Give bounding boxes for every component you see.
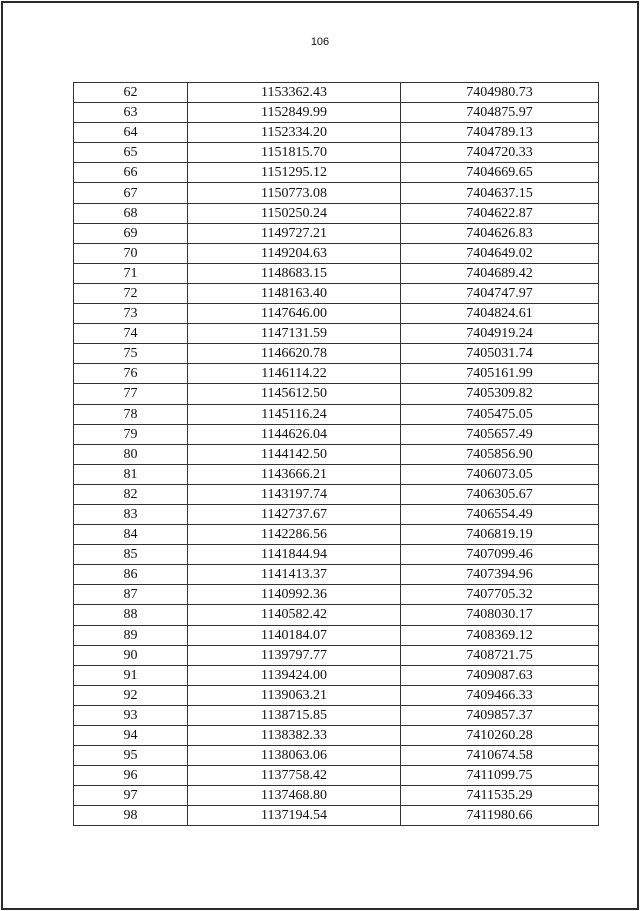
x-coordinate-cell: 1141413.37 bbox=[188, 565, 401, 585]
point-number-cell: 84 bbox=[74, 525, 188, 545]
point-number-cell: 95 bbox=[74, 746, 188, 766]
x-coordinate-cell: 1149727.21 bbox=[188, 223, 401, 243]
y-coordinate-cell: 7410260.28 bbox=[401, 726, 599, 746]
point-number-cell: 73 bbox=[74, 304, 188, 324]
x-coordinate-cell: 1137468.80 bbox=[188, 786, 401, 806]
x-coordinate-cell: 1149204.63 bbox=[188, 243, 401, 263]
table-row bbox=[74, 766, 599, 786]
table-row bbox=[74, 283, 599, 303]
x-coordinate-cell: 1144142.50 bbox=[188, 444, 401, 464]
x-coordinate-cell: 1151815.70 bbox=[188, 143, 401, 163]
table-row bbox=[74, 585, 599, 605]
point-number-cell: 70 bbox=[74, 243, 188, 263]
x-coordinate-cell: 1147646.00 bbox=[188, 304, 401, 324]
page-number: 106 bbox=[310, 36, 330, 48]
x-coordinate-cell: 1137194.54 bbox=[188, 806, 401, 826]
table-row bbox=[74, 364, 599, 384]
point-number-cell: 77 bbox=[74, 384, 188, 404]
point-number-cell: 86 bbox=[74, 565, 188, 585]
y-coordinate-cell: 7407394.96 bbox=[401, 565, 599, 585]
coordinates-table bbox=[73, 82, 599, 826]
point-number-cell: 93 bbox=[74, 705, 188, 725]
y-coordinate-cell: 7404789.13 bbox=[401, 123, 599, 143]
y-coordinate-cell: 7407099.46 bbox=[401, 545, 599, 565]
point-number-cell: 87 bbox=[74, 585, 188, 605]
y-coordinate-cell: 7405657.49 bbox=[401, 424, 599, 444]
y-coordinate-cell: 7406554.49 bbox=[401, 504, 599, 524]
point-number-cell: 90 bbox=[74, 645, 188, 665]
x-coordinate-cell: 1152849.99 bbox=[188, 103, 401, 123]
y-coordinate-cell: 7406305.67 bbox=[401, 484, 599, 504]
y-coordinate-cell: 7411535.29 bbox=[401, 786, 599, 806]
y-coordinate-cell: 7406819.19 bbox=[401, 525, 599, 545]
x-coordinate-cell: 1141844.94 bbox=[188, 545, 401, 565]
y-coordinate-cell: 7407705.32 bbox=[401, 585, 599, 605]
table-row bbox=[74, 525, 599, 545]
point-number-cell: 96 bbox=[74, 766, 188, 786]
point-number-cell: 66 bbox=[74, 163, 188, 183]
point-number-cell: 75 bbox=[74, 344, 188, 364]
table-row bbox=[74, 484, 599, 504]
point-number-cell: 88 bbox=[74, 605, 188, 625]
y-coordinate-cell: 7404637.15 bbox=[401, 183, 599, 203]
table-row bbox=[74, 605, 599, 625]
table-row bbox=[74, 203, 599, 223]
y-coordinate-cell: 7404626.83 bbox=[401, 223, 599, 243]
x-coordinate-cell: 1146620.78 bbox=[188, 344, 401, 364]
y-coordinate-cell: 7405161.99 bbox=[401, 364, 599, 384]
table-row bbox=[74, 324, 599, 344]
x-coordinate-cell: 1145612.50 bbox=[188, 384, 401, 404]
x-coordinate-cell: 1148683.15 bbox=[188, 263, 401, 283]
point-number-cell: 80 bbox=[74, 444, 188, 464]
table-row bbox=[74, 304, 599, 324]
table-row bbox=[74, 565, 599, 585]
x-coordinate-cell: 1140582.42 bbox=[188, 605, 401, 625]
table-row bbox=[74, 123, 599, 143]
point-number-cell: 62 bbox=[74, 83, 188, 103]
coordinates-table-body bbox=[74, 83, 599, 826]
table-row bbox=[74, 464, 599, 484]
table-row bbox=[74, 243, 599, 263]
x-coordinate-cell: 1140992.36 bbox=[188, 585, 401, 605]
table-row bbox=[74, 163, 599, 183]
point-number-cell: 85 bbox=[74, 545, 188, 565]
point-number-cell: 82 bbox=[74, 484, 188, 504]
x-coordinate-cell: 1153362.43 bbox=[188, 83, 401, 103]
table-row bbox=[74, 103, 599, 123]
y-coordinate-cell: 7404875.97 bbox=[401, 103, 599, 123]
x-coordinate-cell: 1138382.33 bbox=[188, 726, 401, 746]
y-coordinate-cell: 7411099.75 bbox=[401, 766, 599, 786]
table-row bbox=[74, 424, 599, 444]
y-coordinate-cell: 7410674.58 bbox=[401, 746, 599, 766]
x-coordinate-cell: 1143666.21 bbox=[188, 464, 401, 484]
table-row bbox=[74, 746, 599, 766]
table-row bbox=[74, 344, 599, 364]
y-coordinate-cell: 7411980.66 bbox=[401, 806, 599, 826]
point-number-cell: 76 bbox=[74, 364, 188, 384]
table-row bbox=[74, 384, 599, 404]
point-number-cell: 83 bbox=[74, 504, 188, 524]
x-coordinate-cell: 1150250.24 bbox=[188, 203, 401, 223]
x-coordinate-cell: 1146114.22 bbox=[188, 364, 401, 384]
table-row bbox=[74, 223, 599, 243]
y-coordinate-cell: 7404720.33 bbox=[401, 143, 599, 163]
x-coordinate-cell: 1144626.04 bbox=[188, 424, 401, 444]
y-coordinate-cell: 7405475.05 bbox=[401, 404, 599, 424]
point-number-cell: 79 bbox=[74, 424, 188, 444]
x-coordinate-cell: 1150773.08 bbox=[188, 183, 401, 203]
point-number-cell: 97 bbox=[74, 786, 188, 806]
y-coordinate-cell: 7406073.05 bbox=[401, 464, 599, 484]
x-coordinate-cell: 1140184.07 bbox=[188, 625, 401, 645]
point-number-cell: 64 bbox=[74, 123, 188, 143]
table-row bbox=[74, 263, 599, 283]
y-coordinate-cell: 7404669.65 bbox=[401, 163, 599, 183]
table-row bbox=[74, 404, 599, 424]
x-coordinate-cell: 1137758.42 bbox=[188, 766, 401, 786]
x-coordinate-cell: 1152334.20 bbox=[188, 123, 401, 143]
table-row bbox=[74, 665, 599, 685]
point-number-cell: 68 bbox=[74, 203, 188, 223]
x-coordinate-cell: 1142737.67 bbox=[188, 504, 401, 524]
table-row bbox=[74, 726, 599, 746]
table-row bbox=[74, 806, 599, 826]
x-coordinate-cell: 1139424.00 bbox=[188, 665, 401, 685]
y-coordinate-cell: 7404747.97 bbox=[401, 283, 599, 303]
x-coordinate-cell: 1143197.74 bbox=[188, 484, 401, 504]
y-coordinate-cell: 7404649.02 bbox=[401, 243, 599, 263]
y-coordinate-cell: 7405856.90 bbox=[401, 444, 599, 464]
point-number-cell: 74 bbox=[74, 324, 188, 344]
y-coordinate-cell: 7408369.12 bbox=[401, 625, 599, 645]
y-coordinate-cell: 7405309.82 bbox=[401, 384, 599, 404]
point-number-cell: 72 bbox=[74, 283, 188, 303]
y-coordinate-cell: 7404919.24 bbox=[401, 324, 599, 344]
point-number-cell: 92 bbox=[74, 685, 188, 705]
x-coordinate-cell: 1147131.59 bbox=[188, 324, 401, 344]
y-coordinate-cell: 7409466.33 bbox=[401, 685, 599, 705]
table-row bbox=[74, 705, 599, 725]
point-number-cell: 94 bbox=[74, 726, 188, 746]
x-coordinate-cell: 1145116.24 bbox=[188, 404, 401, 424]
y-coordinate-cell: 7404622.87 bbox=[401, 203, 599, 223]
table-row bbox=[74, 685, 599, 705]
table-row bbox=[74, 444, 599, 464]
y-coordinate-cell: 7405031.74 bbox=[401, 344, 599, 364]
table-row bbox=[74, 143, 599, 163]
point-number-cell: 81 bbox=[74, 464, 188, 484]
x-coordinate-cell: 1142286.56 bbox=[188, 525, 401, 545]
point-number-cell: 63 bbox=[74, 103, 188, 123]
table-row bbox=[74, 504, 599, 524]
table-row bbox=[74, 625, 599, 645]
y-coordinate-cell: 7409857.37 bbox=[401, 705, 599, 725]
point-number-cell: 71 bbox=[74, 263, 188, 283]
point-number-cell: 98 bbox=[74, 806, 188, 826]
table-row bbox=[74, 545, 599, 565]
x-coordinate-cell: 1148163.40 bbox=[188, 283, 401, 303]
table-row bbox=[74, 645, 599, 665]
point-number-cell: 69 bbox=[74, 223, 188, 243]
y-coordinate-cell: 7409087.63 bbox=[401, 665, 599, 685]
point-number-cell: 65 bbox=[74, 143, 188, 163]
point-number-cell: 78 bbox=[74, 404, 188, 424]
y-coordinate-cell: 7408721.75 bbox=[401, 645, 599, 665]
point-number-cell: 67 bbox=[74, 183, 188, 203]
y-coordinate-cell: 7404980.73 bbox=[401, 83, 599, 103]
x-coordinate-cell: 1139063.21 bbox=[188, 685, 401, 705]
x-coordinate-cell: 1139797.77 bbox=[188, 645, 401, 665]
point-number-cell: 89 bbox=[74, 625, 188, 645]
table-row bbox=[74, 83, 599, 103]
x-coordinate-cell: 1138063.06 bbox=[188, 746, 401, 766]
x-coordinate-cell: 1138715.85 bbox=[188, 705, 401, 725]
table-row bbox=[74, 183, 599, 203]
x-coordinate-cell: 1151295.12 bbox=[188, 163, 401, 183]
y-coordinate-cell: 7404689.42 bbox=[401, 263, 599, 283]
y-coordinate-cell: 7404824.61 bbox=[401, 304, 599, 324]
y-coordinate-cell: 7408030.17 bbox=[401, 605, 599, 625]
table-row bbox=[74, 786, 599, 806]
point-number-cell: 91 bbox=[74, 665, 188, 685]
